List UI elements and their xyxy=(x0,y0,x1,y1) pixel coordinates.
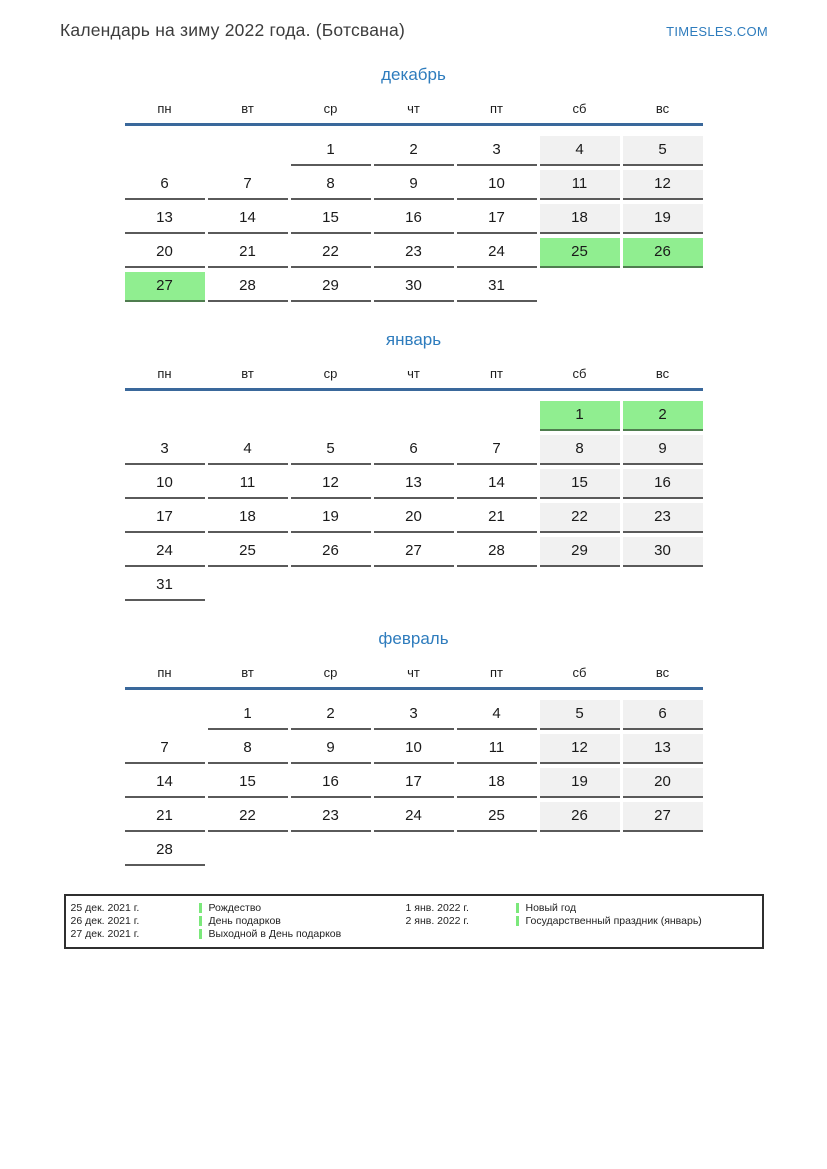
day-cell: 1 xyxy=(540,401,620,431)
day-cell: 8 xyxy=(540,435,620,465)
day-cell: 9 xyxy=(623,435,703,465)
day-cell: 5 xyxy=(291,435,371,465)
day-cell: 3 xyxy=(125,435,205,465)
day-cell: 22 xyxy=(540,503,620,533)
empty-cell xyxy=(374,401,454,431)
day-cell: 7 xyxy=(457,435,537,465)
day-cell: 25 xyxy=(540,238,620,268)
weekday-header-row xyxy=(125,366,703,381)
weekday-label: ср xyxy=(323,665,338,680)
legend-row xyxy=(66,914,406,927)
day-cell: 17 xyxy=(374,768,454,798)
legend-marker-bar-icon xyxy=(516,916,519,926)
day-cell: 4 xyxy=(540,136,620,166)
day-cell: 16 xyxy=(623,469,703,499)
weekday-label: вт xyxy=(241,101,254,116)
empty-cell xyxy=(457,401,537,431)
month-title: февраль xyxy=(378,629,449,648)
day-cell: 19 xyxy=(291,503,371,533)
legend-marker-bar-icon xyxy=(199,916,202,926)
month-title: январь xyxy=(385,330,442,349)
legend-marker-bar-icon xyxy=(199,929,202,939)
day-cell: 17 xyxy=(457,204,537,234)
weekday-label: ср xyxy=(323,366,338,381)
day-cell: 1 xyxy=(208,700,288,730)
day-cell: 21 xyxy=(125,802,205,832)
day-cell: 6 xyxy=(125,170,205,200)
day-cell: 9 xyxy=(291,734,371,764)
legend-label: Выходной в День подарков xyxy=(208,927,342,940)
weekday-label: ср xyxy=(323,101,338,116)
day-cell: 7 xyxy=(208,170,288,200)
day-cell: 17 xyxy=(125,503,205,533)
weekday-label: вс xyxy=(655,101,670,116)
empty-cell xyxy=(540,836,620,866)
date-grid xyxy=(125,401,703,601)
day-cell: 14 xyxy=(457,469,537,499)
empty-cell xyxy=(125,401,205,431)
day-cell: 8 xyxy=(208,734,288,764)
day-cell: 11 xyxy=(208,469,288,499)
day-cell: 4 xyxy=(457,700,537,730)
weekday-header-row xyxy=(125,101,703,116)
day-cell: 2 xyxy=(623,401,703,431)
weekday-label: пт xyxy=(490,665,503,680)
day-cell: 2 xyxy=(374,136,454,166)
day-cell: 20 xyxy=(374,503,454,533)
day-cell: 23 xyxy=(374,238,454,268)
empty-cell xyxy=(291,401,371,431)
day-cell: 5 xyxy=(623,136,703,166)
day-cell: 18 xyxy=(457,768,537,798)
day-cell: 12 xyxy=(291,469,371,499)
day-cell: 7 xyxy=(125,734,205,764)
day-cell: 20 xyxy=(125,238,205,268)
empty-cell xyxy=(623,571,703,601)
day-cell: 29 xyxy=(540,537,620,567)
day-cell: 19 xyxy=(623,204,703,234)
weekday-label: вт xyxy=(241,366,254,381)
weekday-label: сб xyxy=(572,101,587,116)
day-cell: 14 xyxy=(208,204,288,234)
empty-cell xyxy=(623,836,703,866)
day-cell: 18 xyxy=(540,204,620,234)
weekday-label: пн xyxy=(157,101,172,116)
month-calendar xyxy=(125,629,703,866)
legend-row xyxy=(406,914,702,927)
day-cell: 15 xyxy=(540,469,620,499)
empty-cell xyxy=(291,836,371,866)
month-divider-line xyxy=(125,687,703,690)
weekday-label: пн xyxy=(157,665,172,680)
legend-row xyxy=(406,901,702,914)
empty-cell xyxy=(125,136,205,166)
day-cell: 10 xyxy=(374,734,454,764)
day-cell: 16 xyxy=(374,204,454,234)
day-cell: 9 xyxy=(374,170,454,200)
legend-group xyxy=(66,901,406,940)
day-cell: 10 xyxy=(125,469,205,499)
weekday-label: чт xyxy=(407,366,420,381)
site-logo-link[interactable]: TIMESLES.COM xyxy=(666,24,768,39)
page-title: Календарь на зиму 2022 года. (Ботсвана) xyxy=(60,20,405,40)
date-grid xyxy=(125,700,703,866)
day-cell: 21 xyxy=(208,238,288,268)
day-cell: 27 xyxy=(623,802,703,832)
weekday-label: пт xyxy=(490,366,503,381)
legend-date: 27 дек. 2021 г. xyxy=(70,927,140,940)
day-cell: 23 xyxy=(291,802,371,832)
day-cell: 15 xyxy=(208,768,288,798)
empty-cell xyxy=(208,836,288,866)
day-cell: 18 xyxy=(208,503,288,533)
weekday-label: чт xyxy=(407,101,420,116)
day-cell: 11 xyxy=(457,734,537,764)
day-cell: 2 xyxy=(291,700,371,730)
day-cell: 20 xyxy=(623,768,703,798)
day-cell: 12 xyxy=(623,170,703,200)
day-cell: 30 xyxy=(374,272,454,302)
day-cell: 28 xyxy=(457,537,537,567)
day-cell: 24 xyxy=(374,802,454,832)
day-cell: 19 xyxy=(540,768,620,798)
legend-marker-bar-icon xyxy=(516,903,519,913)
day-cell: 24 xyxy=(457,238,537,268)
day-cell: 22 xyxy=(208,802,288,832)
day-cell: 13 xyxy=(374,469,454,499)
legend-label: Новый год xyxy=(525,901,577,914)
page-header xyxy=(0,0,827,41)
month-divider-line xyxy=(125,388,703,391)
day-cell: 29 xyxy=(291,272,371,302)
day-cell: 16 xyxy=(291,768,371,798)
day-cell: 15 xyxy=(291,204,371,234)
empty-cell xyxy=(291,571,371,601)
day-cell: 3 xyxy=(457,136,537,166)
legend-row xyxy=(66,927,406,940)
legend-label: Государственный праздник (январь) xyxy=(525,914,702,927)
legend-date: 1 янв. 2022 г. xyxy=(405,901,469,914)
month-title: декабрь xyxy=(381,65,446,84)
months xyxy=(125,65,703,866)
weekday-label: пт xyxy=(490,101,503,116)
empty-cell xyxy=(208,571,288,601)
legend-group xyxy=(406,901,702,940)
empty-cell xyxy=(374,836,454,866)
day-cell: 30 xyxy=(623,537,703,567)
weekday-label: вт xyxy=(241,665,254,680)
empty-cell xyxy=(208,401,288,431)
empty-cell xyxy=(457,571,537,601)
empty-cell xyxy=(457,836,537,866)
empty-cell xyxy=(540,571,620,601)
weekday-label: пн xyxy=(157,366,172,381)
legend-date: 25 дек. 2021 г. xyxy=(70,901,140,914)
weekday-label: сб xyxy=(572,665,587,680)
day-cell: 25 xyxy=(457,802,537,832)
day-cell: 26 xyxy=(291,537,371,567)
weekday-label: сб xyxy=(572,366,587,381)
day-cell: 26 xyxy=(540,802,620,832)
day-cell: 4 xyxy=(208,435,288,465)
day-cell: 12 xyxy=(540,734,620,764)
day-cell: 6 xyxy=(623,700,703,730)
day-cell: 6 xyxy=(374,435,454,465)
month-calendar xyxy=(125,65,703,302)
day-cell: 26 xyxy=(623,238,703,268)
day-cell: 13 xyxy=(623,734,703,764)
legend-label: День подарков xyxy=(208,914,281,927)
day-cell: 14 xyxy=(125,768,205,798)
day-cell: 8 xyxy=(291,170,371,200)
day-cell: 23 xyxy=(623,503,703,533)
day-cell: 5 xyxy=(540,700,620,730)
legend-marker-bar-icon xyxy=(199,903,202,913)
day-cell: 10 xyxy=(457,170,537,200)
day-cell: 27 xyxy=(125,272,205,302)
day-cell: 22 xyxy=(291,238,371,268)
month-calendar xyxy=(125,330,703,601)
day-cell: 31 xyxy=(457,272,537,302)
weekday-label: вс xyxy=(655,366,670,381)
empty-cell xyxy=(540,272,620,302)
day-cell: 27 xyxy=(374,537,454,567)
date-grid xyxy=(125,136,703,302)
legend-row xyxy=(66,901,406,914)
day-cell: 24 xyxy=(125,537,205,567)
day-cell: 31 xyxy=(125,571,205,601)
empty-cell xyxy=(374,571,454,601)
month-divider-line xyxy=(125,123,703,126)
day-cell: 21 xyxy=(457,503,537,533)
empty-cell xyxy=(208,136,288,166)
day-cell: 28 xyxy=(208,272,288,302)
day-cell: 3 xyxy=(374,700,454,730)
weekday-label: вс xyxy=(655,665,670,680)
holiday-legend xyxy=(64,894,764,949)
weekday-label: чт xyxy=(407,665,420,680)
empty-cell xyxy=(623,272,703,302)
day-cell: 13 xyxy=(125,204,205,234)
empty-cell xyxy=(125,700,205,730)
day-cell: 11 xyxy=(540,170,620,200)
day-cell: 28 xyxy=(125,836,205,866)
weekday-header-row xyxy=(125,665,703,680)
legend-label: Рождество xyxy=(208,901,262,914)
day-cell: 25 xyxy=(208,537,288,567)
day-cell: 1 xyxy=(291,136,371,166)
legend-date: 2 янв. 2022 г. xyxy=(405,914,469,927)
legend-date: 26 дек. 2021 г. xyxy=(70,914,140,927)
